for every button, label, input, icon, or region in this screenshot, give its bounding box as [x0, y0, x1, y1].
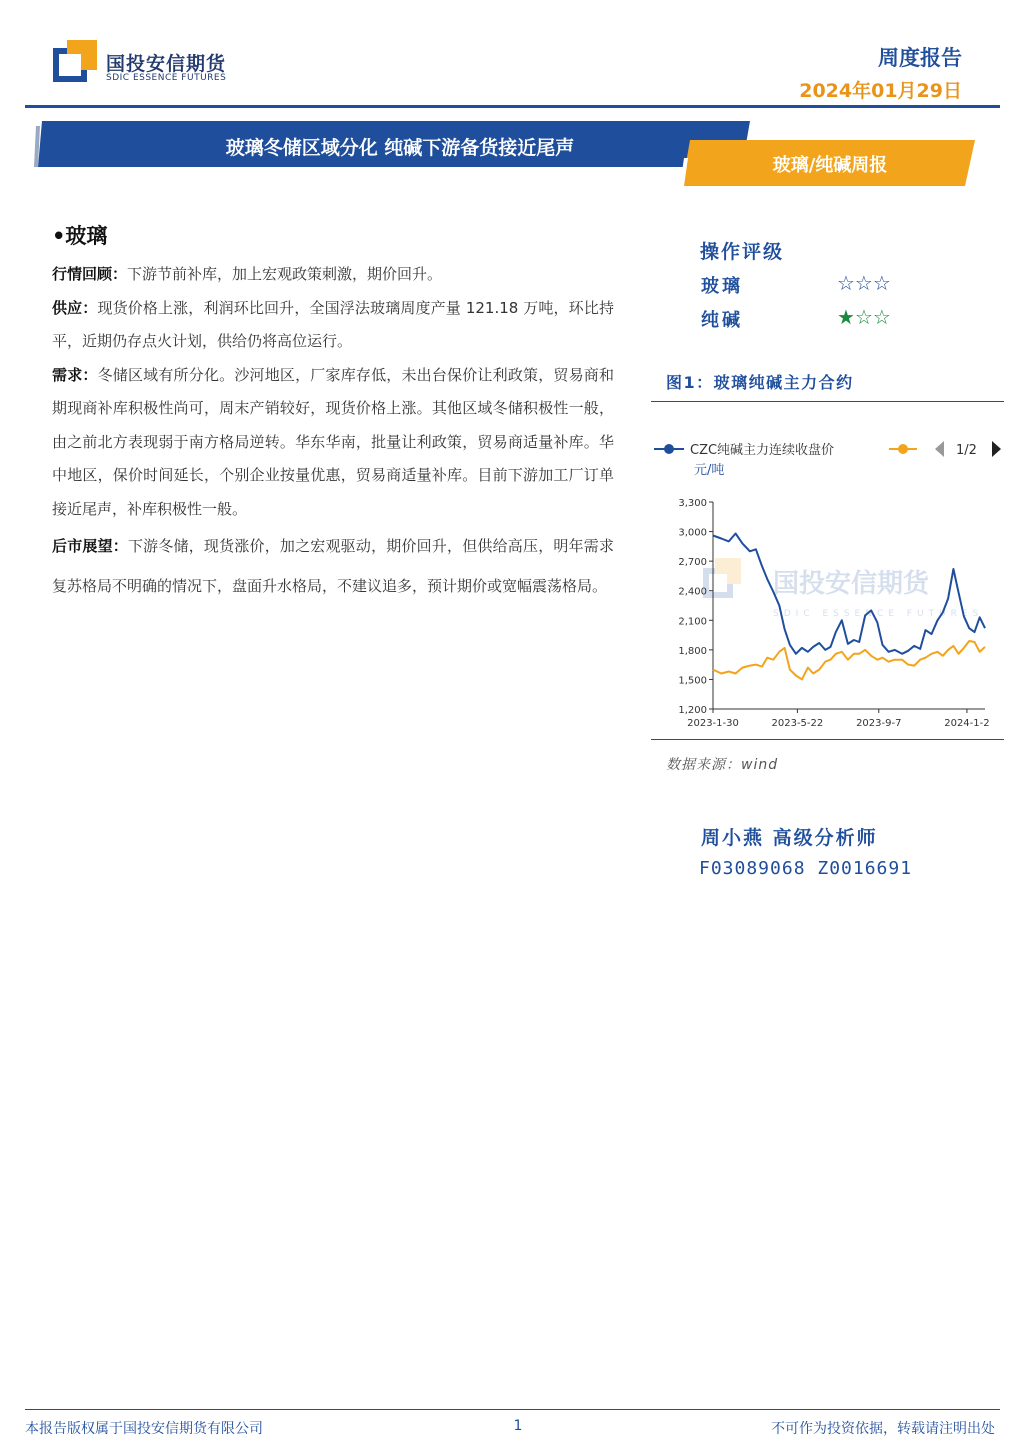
paragraph-label: 供应： [52, 298, 98, 317]
x-axis [687, 709, 989, 729]
paragraph-supply [52, 292, 614, 359]
y-tick-label: 3,300 [678, 498, 707, 509]
y-tick-label: 2,400 [678, 586, 707, 598]
y-tick-label: 2,700 [678, 557, 707, 569]
paragraph-label: 后市展望： [52, 537, 128, 555]
report-body [52, 258, 614, 606]
y-tick-label: 1,200 [678, 705, 707, 716]
svg-text:SDIC ESSENCE FUTURES: SDIC ESSENCE FUTURES [773, 609, 984, 619]
price-chart [651, 430, 1004, 736]
x-tick-label: 2023-1-30 [687, 718, 739, 729]
analyst-name: 周小燕 高级分析师 [701, 827, 878, 849]
chart-series [713, 534, 985, 680]
footer-disclaimer: 不可作为投资依据，转载请注明出处 [771, 1421, 995, 1437]
paragraph-outlook [52, 527, 614, 606]
paragraph-text: 冬储区域有所分化。沙河地区，厂家库存低，未出台保价让利政策，贸易商和期现商补库积极性尚可，周末产销较好，现货价格上涨。其他区域冬储积极性一般，由之前北方表现弱于南方格局逆转。华东华南，批量让利政策，贸易商适量补库。华中地区，保价时间延长，个别企业按量优惠，贸易商适量补库。目前下游加工厂订单接近尾声，补库积极性一般。 [52, 365, 614, 518]
rating-label-soda: 纯碱 [701, 310, 743, 331]
legend-marker-blue [664, 444, 674, 454]
paragraph-text: 现货价格上涨，利润环比回升，全国浮法玻璃周度产量 121.18 万吨，环比持平，近期仍存点火计划，供给仍将高位运行。 [52, 298, 614, 350]
report-title: 玻璃冬储区域分化 纯碱下游备货接近尾声 [225, 137, 575, 159]
watermark-text: 国投安信期货 [773, 569, 930, 599]
star-empty-icon: ☆☆ [854, 305, 891, 329]
section-title: •玻璃 [52, 224, 108, 248]
y-tick-label: 2,100 [678, 616, 707, 628]
y-tick-label: 1,500 [678, 675, 707, 687]
data-source: 数据来源：wind [666, 757, 779, 773]
paragraph-review [52, 258, 614, 292]
chart-legend [654, 441, 1001, 458]
paragraph-text: 下游冬储，现货涨价，加之宏观驱动，期价回升，但供给高压，明年需求复苏格局不明确的情况下，盘面升水格局，不建议追多，预计期价或宽幅震荡格局。 [52, 537, 614, 595]
rating-label-glass: 玻璃 [701, 276, 743, 297]
rating-title: 操作评级 [700, 241, 785, 263]
report-category-tag: 玻璃/纯碱周报 [772, 155, 888, 176]
y-axis [678, 498, 713, 716]
x-tick-label: 2023-9-7 [856, 718, 902, 729]
figure-bottom-rule [651, 739, 1004, 740]
paragraph-demand [52, 359, 614, 527]
rating-stars-glass: ☆☆☆ [837, 271, 891, 295]
y-tick-label: 3,000 [678, 527, 707, 539]
x-tick-label: 2024-1-2 [944, 718, 990, 729]
legend-series-1: CZC纯碱主力连续收盘价 [690, 443, 835, 458]
legend-marker-orange [898, 444, 908, 454]
chart-watermark [703, 558, 983, 619]
header-divider [25, 105, 1000, 108]
star-filled-icon: ★ [837, 305, 855, 329]
footer-divider [25, 1409, 1000, 1410]
x-tick-label: 2023-5-22 [771, 718, 824, 729]
footer-copyright: 本报告版权属于国投安信期货有限公司 [25, 1421, 263, 1437]
figure-top-rule [651, 401, 1004, 402]
report-date: 2024年01月29日 [799, 80, 962, 102]
y-tick-label: 1,800 [678, 645, 707, 657]
logo-name-en: SDIC ESSENCE FUTURES [106, 73, 227, 83]
paragraph-text: 下游节前补库，加上宏观政策刺激，期价回升。 [127, 265, 443, 283]
company-logo [53, 40, 97, 84]
figure-title: 图1：玻璃纯碱主力合约 [666, 373, 854, 392]
rating-stars-soda [837, 305, 891, 329]
series-line-orange [713, 641, 985, 679]
y-axis-label: 元/吨 [694, 463, 725, 478]
legend-page: 1/2 [956, 443, 977, 458]
page-number: 1 [513, 1418, 523, 1434]
logo-name-cn: 国投安信期货 [106, 53, 227, 75]
paragraph-label: 需求： [52, 365, 98, 384]
analyst-license-ids: F03089068 Z0016691 [699, 858, 913, 879]
paragraph-label: 行情回顾： [52, 265, 128, 283]
legend-prev-icon [935, 441, 944, 457]
report-type: 周度报告 [878, 46, 962, 70]
legend-next-icon [992, 441, 1001, 457]
